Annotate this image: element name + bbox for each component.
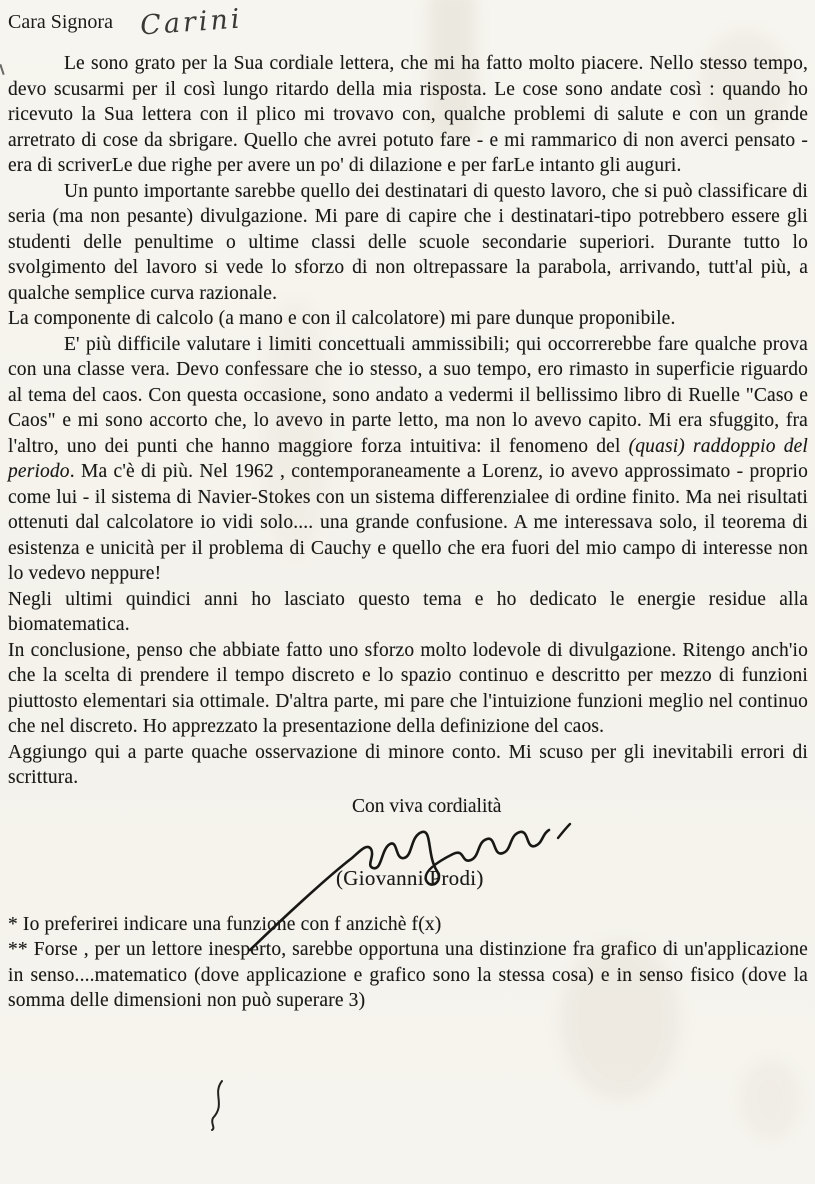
closing-salute: Con viva cordialità: [352, 795, 502, 817]
salutation-row: [8, 3, 808, 42]
paragraph-caos: [8, 332, 808, 587]
pen-stroke-mark: [200, 1078, 234, 1132]
paragraph-calcolo: La componente di calcolo (a mano e con il calcolatore) mi pare dunque proponibile.: [8, 308, 676, 329]
paragraph-caos-italic-segment: (quasi) raddoppio del periodo: [8, 435, 808, 482]
paragraph-caos-segment: E' più difficile valutare i limiti concettuali ammissibili; qui occorrerebbe fare qualche prova con una classe vera. Devo confessare che io stesso, a suo tempo, ero rimasto in superficie riguardo al tema del caos. Con questa occasione, sono andato a vedermi il bellissimo libro di Ruelle "Caso e Caos" e mi sono accorto che, lo avevo in parte letto, ma non lo avevo capito. Mi era sfuggito, fra l'altro, uno dei punti che hanno maggiore forza intuitiva: il fenomeno del: [8, 333, 808, 457]
paragraph-audience: Un punto importante sarebbe quello dei destinatari di questo lavoro, che si può classificare di seria (ma non pesante) divulgazione. Mi pare di capire che i destinatari-tipo potrebbero essere gli studenti delle penultime o ultime classi delle scuole secondarie superiori. Durante tutto lo svolgimento del lavoro si vede lo sforzo di non oltrepassare la parabola, arrivando, tutt'al più, a qualche semplice curva razionale.: [8, 180, 808, 304]
signature-block: [8, 820, 808, 910]
handwritten-recipient-name: Carini: [139, 3, 244, 42]
paragraph-biomatematica: Negli ultimi quindici anni ho lasciato questo tema e ho dedicato le energie residue alla biomatematica.: [8, 588, 808, 635]
paragraph-osservazioni: Aggiungo qui a parte quache osservazione di minore conto. Mi scuso per gli inevitabili errori di scrittura.: [8, 741, 808, 788]
signer-name: (Giovanni Prodi): [336, 865, 484, 890]
footnote-2: ** Forse , per un lettore inesperto, sarebbe opportuna una distinzione fra grafico di un'applicazione in senso....matematico (dove applicazione e grafico sono la stessa cosa) e in senso fisico (dove la somma delle dimensioni non può superare 3): [8, 939, 808, 1011]
salutation: Cara Signora: [8, 11, 113, 33]
paragraph-thanks: Le sono grato per la Sua cordiale lettera, che mi ha fatto molto piacere. Nello stesso tempo, devo scusarmi per il così lungo ritardo della mia risposta. Le cose sono andate così : quando ho ricevuto la Sua lettera con il plico mi trovavo con, qualche problemi di salute e con un grande arretrato di cose da sbrigare. Quello che avrei potuto fare - e mi rammarico di non averci pensato - era di scriverLe due righe per avere un po' di dilazione e per farLe intanto gli auguri.: [8, 53, 808, 176]
footnote-1: * Io preferirei indicare una funzione con f anzichè f(x): [8, 913, 442, 935]
scan-smudge: [740, 1060, 800, 1140]
paragraph-caos-segment: . Ma c'è di più. Nel 1962 , contemporaneamente a Lorenz, io avevo approssimato - proprio come lui - il sistema di Navier-Stokes con un sistema differenzialee di ordine finito. Ma nei risultati ottenuti dal calcolatore io vidi solo.... una grande confusione. A me interessava solo, il teorema di esistenza e unicità per il problema di Cauchy e quello che era fuori del mio campo di interesse non lo vedevo neppure!: [8, 461, 808, 584]
paragraph-conclusione: In conclusione, penso che abbiate fatto uno sforzo molto lodevole di divulgazione. Ritengo anch'io che la scelta di prendere il tempo discreto e lo spazio continuo e descritto per mezzo di funzioni piuttosto elementari sia ottimale. D'altra parte, mi pare che l'intuizione funzioni meglio nel continuo che nel discreto. Ho apprezzato la presentazione della definizione del caos.: [8, 639, 808, 737]
